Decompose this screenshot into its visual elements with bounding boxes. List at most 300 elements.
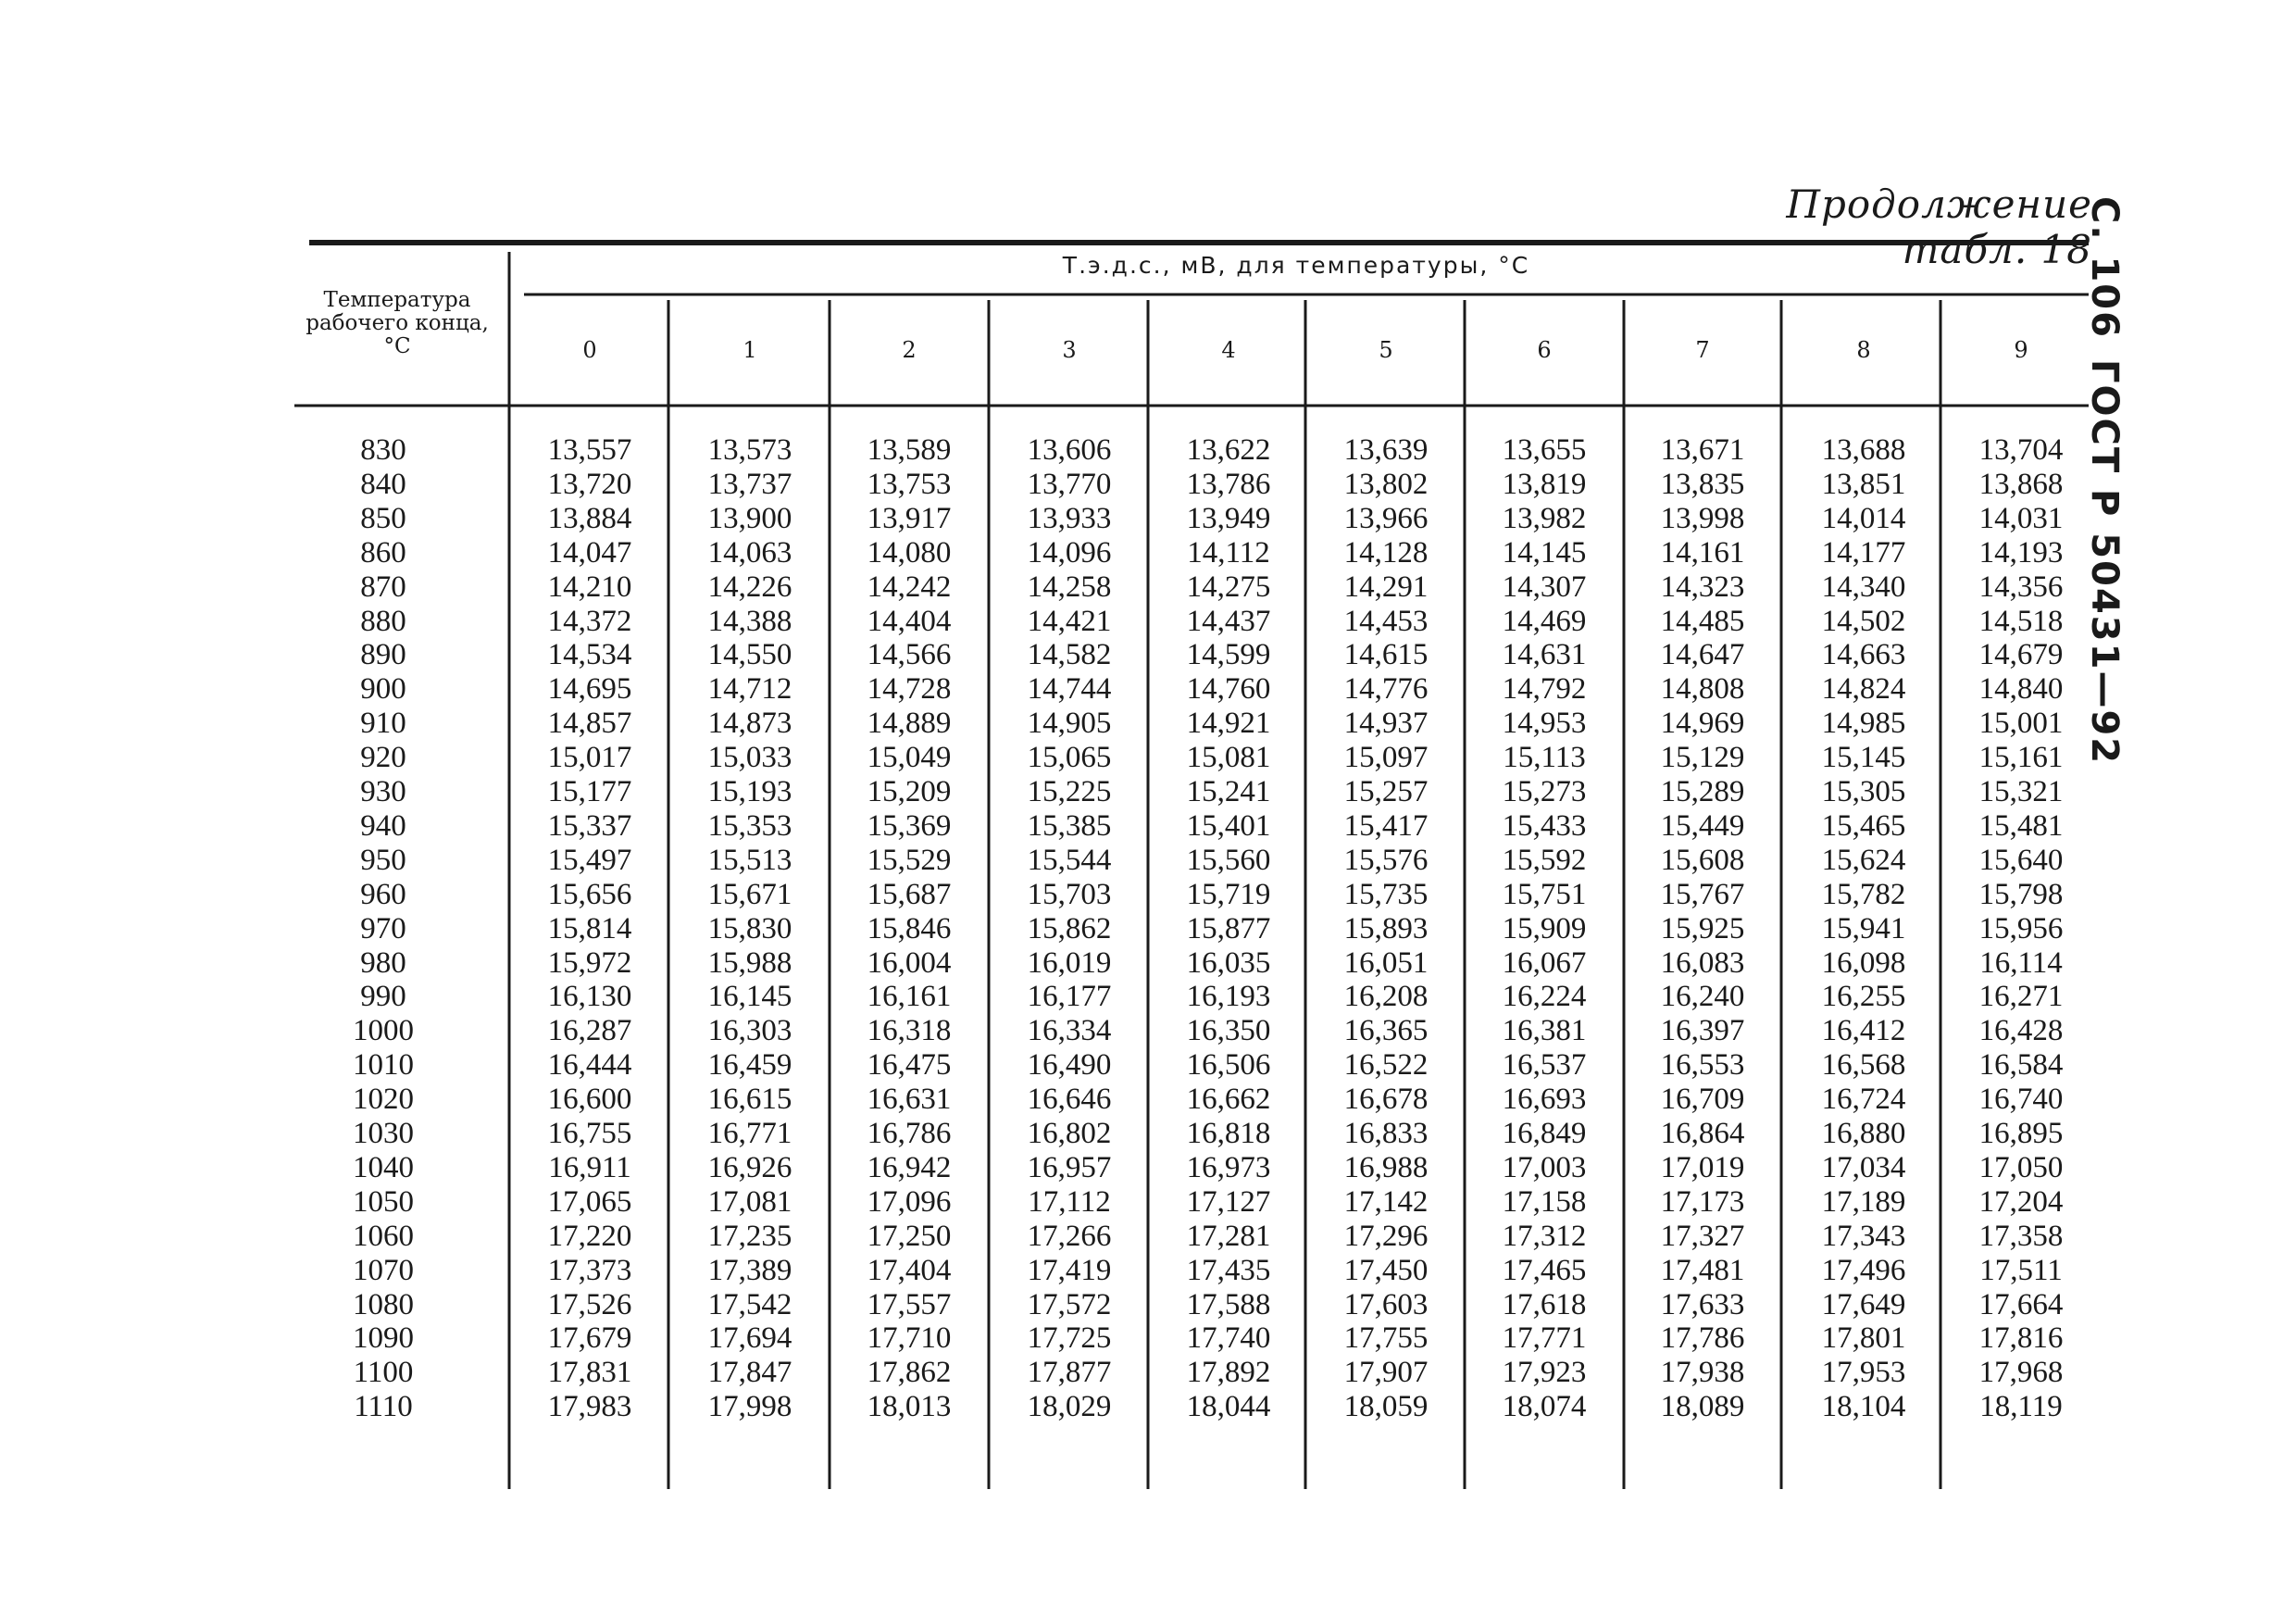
temperature-cell: 860: [360, 535, 406, 570]
emf-value-cell: 14,824: [1821, 672, 1906, 707]
emf-value-cell: 15,385: [1027, 808, 1112, 843]
emf-value-cell: 16,802: [1027, 1117, 1112, 1150]
emf-value-cell: 14,873: [707, 707, 792, 741]
emf-value-cell: 16,303: [707, 1014, 792, 1048]
emf-value-cell: 16,067: [1502, 945, 1587, 980]
emf-value-cell: 13,933: [1027, 501, 1112, 535]
emf-value-cell: 13,704: [1978, 433, 2064, 467]
emf-value-cell: 17,862: [867, 1356, 952, 1390]
emf-value-cell: 17,435: [1186, 1253, 1271, 1287]
emf-value-cell: 15,560: [1186, 843, 1271, 877]
emf-value-cell: 18,119: [1979, 1390, 2063, 1424]
emf-value-cell: 15,209: [867, 775, 952, 808]
emf-value-cell: 17,526: [547, 1287, 632, 1321]
emf-value-cell: 14,712: [707, 672, 792, 707]
emf-value-cell: 18,104: [1821, 1390, 1906, 1424]
emf-value-cell: 15,782: [1821, 877, 1906, 911]
column-header: 2: [902, 337, 917, 363]
emf-value-cell: 15,353: [707, 808, 792, 843]
emf-value-cell: 17,112: [1028, 1184, 1111, 1219]
temperature-cell: 960: [360, 877, 406, 911]
column-header: 4: [1221, 337, 1236, 363]
table-row: [0, 844, 2296, 878]
emf-value-cell: 16,397: [1660, 1014, 1745, 1048]
emf-value-cell: 13,720: [547, 467, 632, 501]
column-header: 0: [582, 337, 597, 363]
temperature-cell: 1070: [353, 1253, 414, 1287]
emf-value-cell: 17,327: [1660, 1219, 1745, 1253]
emf-value-cell: 13,966: [1343, 501, 1429, 535]
emf-value-cell: 15,893: [1343, 911, 1429, 945]
emf-value-cell: 16,988: [1343, 1150, 1429, 1184]
emf-value-cell: 17,250: [867, 1219, 952, 1253]
emf-value-cell: 17,450: [1343, 1253, 1429, 1287]
emf-value-cell: 15,767: [1660, 877, 1745, 911]
temperature-cell: 1020: [353, 1083, 414, 1117]
emf-value-cell: 17,158: [1502, 1184, 1587, 1219]
emf-value-cell: 16,942: [867, 1150, 952, 1184]
emf-value-cell: 17,633: [1660, 1287, 1745, 1321]
emf-value-cell: 17,189: [1821, 1184, 1906, 1219]
emf-value-cell: 17,725: [1027, 1321, 1112, 1356]
emf-value-cell: 14,647: [1660, 638, 1745, 672]
emf-value-cell: 15,273: [1502, 775, 1587, 808]
emf-value-cell: 15,081: [1186, 741, 1271, 775]
emf-value-cell: 15,465: [1821, 808, 1906, 843]
emf-value-cell: 14,031: [1978, 501, 2064, 535]
table-row: [0, 741, 2296, 775]
emf-value-cell: 15,193: [707, 775, 792, 808]
standard-code: ГОСТ Р 50431—92: [2083, 358, 2126, 766]
emf-value-cell: 13,819: [1502, 467, 1587, 501]
emf-value-cell: 17,983: [547, 1390, 632, 1424]
emf-value-cell: 17,618: [1502, 1287, 1587, 1321]
emf-value-cell: 16,255: [1821, 980, 1906, 1014]
emf-value-cell: 16,459: [707, 1048, 792, 1083]
emf-value-cell: 14,760: [1186, 672, 1271, 707]
emf-value-cell: 14,695: [547, 672, 632, 707]
emf-value-cell: 16,864: [1660, 1117, 1745, 1150]
emf-value-cell: 14,792: [1502, 672, 1587, 707]
emf-value-cell: 14,193: [1978, 535, 2064, 570]
table-row: [0, 433, 2296, 468]
emf-value-cell: 16,771: [707, 1117, 792, 1150]
emf-value-cell: 17,081: [707, 1184, 792, 1219]
table-row: [0, 1014, 2296, 1048]
emf-value-cell: 15,925: [1660, 911, 1745, 945]
temperature-cell: 900: [360, 672, 406, 707]
emf-value-cell: 14,145: [1502, 535, 1587, 570]
emf-value-cell: 17,173: [1660, 1184, 1745, 1219]
emf-value-cell: 13,753: [867, 467, 952, 501]
emf-value-cell: 16,098: [1821, 945, 1906, 980]
emf-value-cell: 14,096: [1027, 535, 1112, 570]
emf-value-cell: 15,576: [1343, 843, 1429, 877]
emf-value-cell: 17,968: [1978, 1356, 2064, 1390]
emf-value-cell: 16,506: [1186, 1048, 1271, 1083]
emf-value-cell: 17,923: [1502, 1356, 1587, 1390]
emf-value-cell: 17,096: [867, 1184, 952, 1219]
emf-value-cell: 17,603: [1343, 1287, 1429, 1321]
emf-value-cell: 15,481: [1978, 808, 2064, 843]
emf-value-cell: 16,678: [1343, 1083, 1429, 1117]
emf-value-cell: 16,537: [1502, 1048, 1587, 1083]
emf-value-cell: 16,740: [1978, 1083, 2064, 1117]
emf-value-cell: 16,444: [547, 1048, 632, 1083]
emf-value-cell: 16,833: [1343, 1117, 1429, 1150]
emf-value-cell: 17,907: [1343, 1356, 1429, 1390]
emf-value-cell: 16,911: [548, 1150, 631, 1184]
emf-value-cell: 15,956: [1978, 911, 2064, 945]
emf-value-cell: 14,437: [1186, 604, 1271, 638]
table-row: [0, 1151, 2296, 1185]
emf-value-cell: 17,649: [1821, 1287, 1906, 1321]
temperature-cell: 980: [360, 945, 406, 980]
emf-value-cell: 14,388: [707, 604, 792, 638]
emf-value-cell: 13,639: [1343, 433, 1429, 467]
emf-value-cell: 15,225: [1027, 775, 1112, 808]
emf-value-cell: 17,694: [707, 1321, 792, 1356]
emf-value-cell: 14,340: [1821, 570, 1906, 604]
emf-value-cell: 17,755: [1343, 1321, 1429, 1356]
emf-value-cell: 18,013: [867, 1390, 952, 1424]
emf-value-cell: 14,485: [1660, 604, 1745, 638]
table-row: [0, 946, 2296, 981]
emf-value-cell: 16,926: [707, 1150, 792, 1184]
emf-value-cell: 15,145: [1821, 741, 1906, 775]
emf-value-cell: 18,059: [1343, 1390, 1429, 1424]
column-header: 1: [742, 337, 757, 363]
emf-value-cell: 15,001: [1978, 707, 2064, 741]
table-row: [0, 707, 2296, 741]
emf-value-cell: 14,080: [867, 535, 952, 570]
emf-value-cell: 17,847: [707, 1356, 792, 1390]
emf-value-cell: 15,033: [707, 741, 792, 775]
emf-value-cell: 13,917: [867, 501, 952, 535]
emf-value-cell: 16,490: [1027, 1048, 1112, 1083]
emf-value-cell: 14,808: [1660, 672, 1745, 707]
emf-value-cell: 16,083: [1660, 945, 1745, 980]
temperature-cell: 910: [360, 707, 406, 741]
emf-value-cell: 13,802: [1343, 467, 1429, 501]
emf-value-cell: 16,662: [1186, 1083, 1271, 1117]
emf-value-cell: 15,592: [1502, 843, 1587, 877]
emf-value-cell: 17,710: [867, 1321, 952, 1356]
emf-value-cell: 14,128: [1343, 535, 1429, 570]
emf-value-cell: 16,553: [1660, 1048, 1745, 1083]
emf-value-cell: 16,584: [1978, 1048, 2064, 1083]
table-row: [0, 1117, 2296, 1151]
emf-value-cell: 17,404: [867, 1253, 952, 1287]
column-header: 6: [1537, 337, 1552, 363]
emf-value-cell: 17,373: [547, 1253, 632, 1287]
emf-value-cell: 17,204: [1978, 1184, 2064, 1219]
table-row: [0, 536, 2296, 570]
table-row: [0, 1254, 2296, 1288]
emf-value-cell: 16,334: [1027, 1014, 1112, 1048]
temperature-cell: 830: [360, 433, 406, 467]
emf-value-cell: 13,671: [1660, 433, 1745, 467]
temperature-cell: 870: [360, 570, 406, 604]
emf-value-cell: 14,631: [1502, 638, 1587, 672]
emf-value-cell: 13,868: [1978, 467, 2064, 501]
emf-value-cell: 14,518: [1978, 604, 2064, 638]
emf-value-cell: 15,337: [547, 808, 632, 843]
emf-value-cell: 16,224: [1502, 980, 1587, 1014]
emf-value-cell: 14,889: [867, 707, 952, 741]
emf-value-cell: 14,112: [1187, 535, 1270, 570]
emf-value-cell: 15,113: [1503, 741, 1586, 775]
emf-value-cell: 17,786: [1660, 1321, 1745, 1356]
emf-value-cell: 17,831: [547, 1356, 632, 1390]
emf-value-cell: 17,588: [1186, 1287, 1271, 1321]
emf-value-cell: 17,542: [707, 1287, 792, 1321]
emf-value-cell: 16,318: [867, 1014, 952, 1048]
emf-value-cell: 16,973: [1186, 1150, 1271, 1184]
emf-value-cell: 17,679: [547, 1321, 632, 1356]
emf-value-cell: 14,663: [1821, 638, 1906, 672]
emf-value-cell: 14,177: [1821, 535, 1906, 570]
emf-value-cell: 15,497: [547, 843, 632, 877]
emf-value-cell: 17,034: [1821, 1150, 1906, 1184]
emf-value-cell: 16,428: [1978, 1014, 2064, 1048]
table-row: [0, 809, 2296, 844]
emf-value-cell: 17,003: [1502, 1150, 1587, 1184]
emf-value-cell: 13,770: [1027, 467, 1112, 501]
emf-value-cell: 16,161: [867, 980, 952, 1014]
emf-value-cell: 14,258: [1027, 570, 1112, 604]
emf-value-cell: 17,771: [1502, 1321, 1587, 1356]
emf-value-cell: 15,017: [547, 741, 632, 775]
emf-value-cell: 15,049: [867, 741, 952, 775]
emf-value-cell: 14,985: [1821, 707, 1906, 741]
emf-value-cell: 15,529: [867, 843, 952, 877]
emf-value-cell: 14,905: [1027, 707, 1112, 741]
emf-value-cell: 13,884: [547, 501, 632, 535]
emf-value-cell: 18,044: [1186, 1390, 1271, 1424]
emf-value-cell: 15,909: [1502, 911, 1587, 945]
emf-value-cell: 16,880: [1821, 1117, 1906, 1150]
emf-value-cell: 13,851: [1821, 467, 1906, 501]
emf-value-cell: 14,728: [867, 672, 952, 707]
emf-value-cell: 15,097: [1343, 741, 1429, 775]
emf-value-cell: 15,735: [1343, 877, 1429, 911]
temperature-cell: 1010: [353, 1048, 414, 1083]
emf-value-cell: 14,969: [1660, 707, 1745, 741]
emf-value-cell: 17,877: [1027, 1356, 1112, 1390]
emf-value-cell: 16,271: [1978, 980, 2064, 1014]
emf-value-cell: 14,857: [547, 707, 632, 741]
emf-value-cell: 16,895: [1978, 1117, 2064, 1150]
emf-value-cell: 14,469: [1502, 604, 1587, 638]
temperature-cell: 1030: [353, 1117, 414, 1150]
emf-value-cell: 13,835: [1660, 467, 1745, 501]
emf-value-cell: 17,019: [1660, 1150, 1745, 1184]
emf-value-cell: 13,900: [707, 501, 792, 535]
emf-value-cell: 14,921: [1186, 707, 1271, 741]
emf-value-cell: 15,305: [1821, 775, 1906, 808]
temperature-cell: 920: [360, 741, 406, 775]
emf-value-cell: 16,724: [1821, 1083, 1906, 1117]
table-continuation-caption: Продолжение табл. 18: [1786, 182, 2092, 272]
emf-value-cell: 14,307: [1502, 570, 1587, 604]
emf-value-cell: 17,389: [707, 1253, 792, 1287]
table-row: [0, 1390, 2296, 1424]
emf-value-cell: 16,709: [1660, 1083, 1745, 1117]
emf-value-cell: 15,417: [1343, 808, 1429, 843]
emf-value-cell: 15,972: [547, 945, 632, 980]
emf-value-cell: 17,557: [867, 1287, 952, 1321]
emf-value-cell: 15,177: [547, 775, 632, 808]
table-row: [0, 1356, 2296, 1390]
emf-value-cell: 16,145: [707, 980, 792, 1014]
emf-value-cell: 15,065: [1027, 741, 1112, 775]
temperature-cell: 850: [360, 501, 406, 535]
emf-value-cell: 17,358: [1978, 1219, 2064, 1253]
emf-value-cell: 15,624: [1821, 843, 1906, 877]
emf-value-cell: 17,953: [1821, 1356, 1906, 1390]
emf-value-cell: 15,751: [1502, 877, 1587, 911]
emf-value-cell: 14,599: [1186, 638, 1271, 672]
emf-value-cell: 13,737: [707, 467, 792, 501]
table-row: [0, 775, 2296, 809]
emf-value-cell: 17,572: [1027, 1287, 1112, 1321]
emf-value-cell: 14,453: [1343, 604, 1429, 638]
emf-value-cell: 18,074: [1502, 1390, 1587, 1424]
emf-value-cell: 14,210: [547, 570, 632, 604]
emf-value-cell: 14,502: [1821, 604, 1906, 638]
emf-value-cell: 13,786: [1186, 467, 1271, 501]
emf-value-cell: 16,568: [1821, 1048, 1906, 1083]
emf-value-cell: 17,419: [1027, 1253, 1112, 1287]
emf-value-cell: 16,051: [1343, 945, 1429, 980]
emf-value-cell: 18,029: [1027, 1390, 1112, 1424]
emf-value-cell: 15,241: [1186, 775, 1271, 808]
table-row: [0, 1083, 2296, 1117]
column-header: 3: [1062, 337, 1077, 363]
table-row: [0, 502, 2296, 536]
emf-value-cell: 14,534: [547, 638, 632, 672]
emf-value-cell: 16,114: [1979, 945, 2063, 980]
emf-value-cell: 17,220: [547, 1219, 632, 1253]
emf-value-cell: 14,014: [1821, 501, 1906, 535]
emf-value-cell: 16,035: [1186, 945, 1271, 980]
emf-value-cell: 14,063: [707, 535, 792, 570]
emf-value-cell: 15,513: [707, 843, 792, 877]
column-header: 5: [1379, 337, 1393, 363]
temperature-cell: 880: [360, 604, 406, 638]
table-row: [0, 1048, 2296, 1083]
emf-value-cell: 16,849: [1502, 1117, 1587, 1150]
emf-value-cell: 15,449: [1660, 808, 1745, 843]
temperature-cell: 1050: [353, 1184, 414, 1219]
emf-value-cell: 16,475: [867, 1048, 952, 1083]
emf-value-cell: 16,957: [1027, 1150, 1112, 1184]
emf-value-cell: 17,465: [1502, 1253, 1587, 1287]
emf-value-cell: 16,004: [867, 945, 952, 980]
emf-value-cell: 14,161: [1660, 535, 1745, 570]
emf-value-cell: 15,846: [867, 911, 952, 945]
emf-value-cell: 16,600: [547, 1083, 632, 1117]
emf-value-cell: 16,287: [547, 1014, 632, 1048]
temperature-cell: 1100: [353, 1356, 414, 1390]
emf-value-cell: 14,275: [1186, 570, 1271, 604]
emf-value-cell: 14,421: [1027, 604, 1112, 638]
emf-value-cell: 18,089: [1660, 1390, 1745, 1424]
emf-value-cell: 15,289: [1660, 775, 1745, 808]
emf-value-cell: 17,312: [1502, 1219, 1587, 1253]
emf-value-cell: 14,744: [1027, 672, 1112, 707]
temperature-cell: 1090: [353, 1321, 414, 1356]
emf-value-cell: 16,177: [1027, 980, 1112, 1014]
emf-value-cell: 13,606: [1027, 433, 1112, 467]
emf-value-cell: 17,740: [1186, 1321, 1271, 1356]
emf-value-cell: 14,356: [1978, 570, 2064, 604]
emf-value-cell: 17,816: [1978, 1321, 2064, 1356]
emf-value-cell: 14,226: [707, 570, 792, 604]
emf-value-cell: 15,941: [1821, 911, 1906, 945]
emf-value-cell: 17,801: [1821, 1321, 1906, 1356]
emf-value-cell: 16,412: [1821, 1014, 1906, 1048]
emf-value-cell: 16,019: [1027, 945, 1112, 980]
temperature-cell: 840: [360, 467, 406, 501]
temperature-cell: 1000: [353, 1014, 414, 1048]
emf-value-cell: 15,369: [867, 808, 952, 843]
emf-value-cell: 13,688: [1821, 433, 1906, 467]
emf-value-cell: 14,047: [547, 535, 632, 570]
emf-value-cell: 17,281: [1186, 1219, 1271, 1253]
emf-value-cell: 16,240: [1660, 980, 1745, 1014]
column-header: 8: [1856, 337, 1871, 363]
emf-value-cell: 17,266: [1027, 1219, 1112, 1253]
emf-value-cell: 15,656: [547, 877, 632, 911]
emf-value-cell: 15,257: [1343, 775, 1429, 808]
emf-value-cell: 16,130: [547, 980, 632, 1014]
emf-value-cell: 14,840: [1978, 672, 2064, 707]
emf-value-cell: 14,582: [1027, 638, 1112, 672]
table-row: [0, 672, 2296, 707]
emf-value-cell: 17,343: [1821, 1219, 1906, 1253]
emf-value-cell: 14,323: [1660, 570, 1745, 604]
emf-value-cell: 17,938: [1660, 1356, 1745, 1390]
emf-value-cell: 15,877: [1186, 911, 1271, 945]
emf-value-cell: 15,433: [1502, 808, 1587, 843]
emf-value-cell: 13,573: [707, 433, 792, 467]
emf-value-cell: 13,589: [867, 433, 952, 467]
table-row: [0, 1220, 2296, 1254]
emf-value-cell: 16,631: [867, 1083, 952, 1117]
emf-value-cell: 14,679: [1978, 638, 2064, 672]
emf-value-cell: 17,050: [1978, 1150, 2064, 1184]
emf-value-cell: 13,557: [547, 433, 632, 467]
emf-value-cell: 15,401: [1186, 808, 1271, 843]
emf-value-cell: 13,982: [1502, 501, 1587, 535]
emf-value-cell: 17,892: [1186, 1356, 1271, 1390]
row-header-label: Температура рабочего конца, °С: [306, 288, 489, 358]
column-header: 9: [2014, 337, 2028, 363]
table-row: [0, 638, 2296, 672]
emf-value-cell: 15,988: [707, 945, 792, 980]
emf-value-cell: 13,655: [1502, 433, 1587, 467]
emf-value-cell: 17,664: [1978, 1287, 2064, 1321]
column-header: 7: [1695, 337, 1710, 363]
emf-value-cell: 14,615: [1343, 638, 1429, 672]
table-row: [0, 1288, 2296, 1322]
emf-value-cell: 17,142: [1343, 1184, 1429, 1219]
emf-value-cell: 16,522: [1343, 1048, 1429, 1083]
emf-value-cell: 14,291: [1343, 570, 1429, 604]
table-row: [0, 878, 2296, 912]
